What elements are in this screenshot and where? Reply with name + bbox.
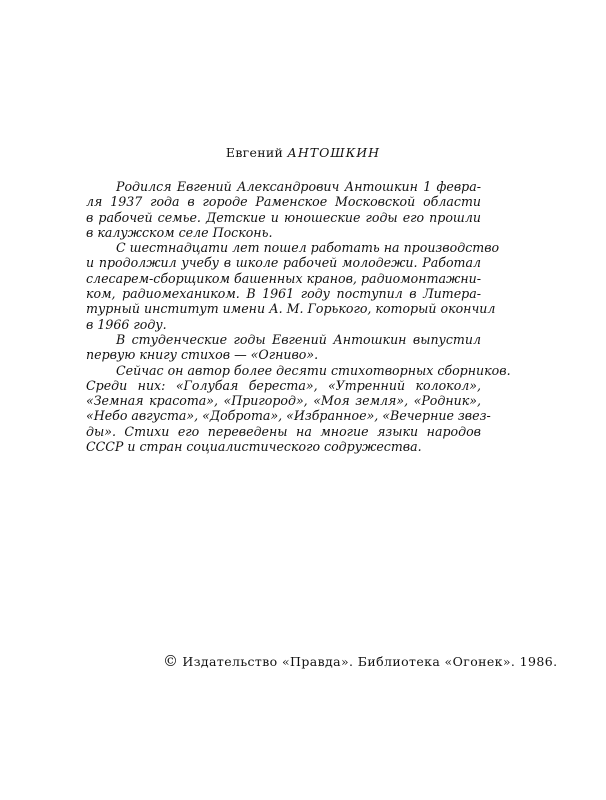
text-line: Среди них: «Голубая береста», «Утренний колокол», <box>86 377 481 393</box>
text-line: турный институт имени А. М. Горького, который окончил <box>86 301 496 317</box>
publisher-text: Издательство «Правда». Библиотека «Огонек». 1986. <box>182 654 558 669</box>
text-line: ля 1937 года в городе Раменское Московской области <box>86 194 481 210</box>
text-line: в 1966 году. <box>86 316 167 332</box>
text-line: и продолжил учебу в школе рабочей молодежи. Работал <box>86 255 481 271</box>
copyright-symbol: © <box>163 652 179 670</box>
author-title <box>0 145 606 160</box>
text-line: СССР и стран социалистического содружества. <box>86 439 422 455</box>
author-last-name: АНТОШКИН <box>287 145 381 160</box>
text-line: в рабочей семье. Детские и юношеские годы его прошли <box>86 209 481 225</box>
text-line: слесарем-сборщиком башенных кранов, радиомонтажни- <box>86 270 481 286</box>
text-line: в калужском селе Посконь. <box>86 224 273 240</box>
biography-text <box>86 179 511 455</box>
text-line: ком, радиомехаником. В 1961 году поступил в Литера- <box>86 286 481 302</box>
text-line: первую книгу стихов — «Огниво». <box>86 347 319 363</box>
text-line: «Небо августа», «Доброта», «Избранное», «Вечерние звез- <box>86 408 491 424</box>
publisher-footer <box>163 652 557 670</box>
author-first-name: Евгений <box>225 145 284 160</box>
text-line: С шестнадцати лет пошел работать на производство <box>116 240 500 256</box>
text-line: ды». Стихи его переведены на многие языки народов <box>86 423 481 439</box>
text-line: Сейчас он автор более десяти стихотворных сборников. <box>116 362 511 378</box>
text-line: Родился Евгений Александрович Антошкин 1 февра- <box>116 179 481 194</box>
text-line: В студенческие годы Евгений Антошкин выпустил <box>116 331 481 347</box>
text-line: «Земная красота», «Пригород», «Моя земля», «Родник», <box>86 393 481 409</box>
